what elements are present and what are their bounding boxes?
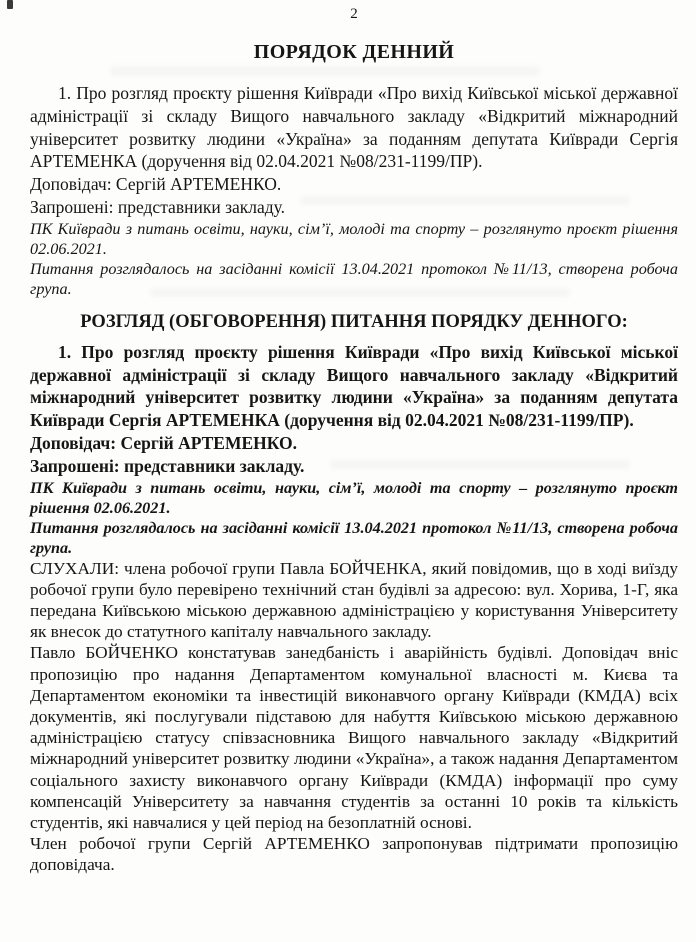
agenda-invited: Запрошені: представники закладу. <box>30 196 286 217</box>
statement-paragraph: Павло БОЙЧЕНКО констатував занедбаність і аварійність будівлі. Доповідач вніс пропозицію про надання Департаментом комунальної власності м. Києва та Департаментом економіки та інвестицій виконавчого органу Київради (КМДА) всіх документів, які послугували підставою для набуття Київською міською державною адміністрацією статусу співзасновника Вищого навчального закладу «Відкритий міжнародний університет розвитку людини «Україна», а також надання Департаментом соціального захисту виконавчого органу Київради (КМДА) інформації про суму компенсацій Університету за навчання студентів за останні 10 років та кількість студентів, які навчалися у цей період на безоплатній основі. <box>30 643 678 832</box>
page-number: 2 <box>350 6 358 22</box>
agenda-committee-note: ПК Київради з питань освіти, науки, сім’ї, молоді та спорту – розглянуто проєкт рішення 02.06.2021. <box>30 219 678 258</box>
proposal-paragraph: Член робочої групи Сергій АРТЕМЕНКО запропонував підтримати пропозицію доповідача. <box>30 834 678 875</box>
discussion-invited: Запрошені: представники закладу. <box>30 455 305 476</box>
document-title: ПОРЯДОК ДЕННИЙ <box>253 41 455 63</box>
heard-paragraph: СЛУХАЛИ: члена робочої групи Павла БОЙЧЕНКА, який повідомив, що в ході виїзду робочої групи було перевірено технічний стан будівлі за адресою: вул. Хорива, 1-Г, яка передана Київською міською державною адміністрацією у користування Університету як внесок до статутного капіталу навчального закладу. <box>30 558 678 642</box>
discussion-commission-note: Питання розглядалось на засіданні комісії 13.04.2021 протокол №11/13, створена робоча група. <box>30 518 678 557</box>
agenda-speaker: Доповідач: Сергій АРТЕМЕНКО. <box>30 174 282 195</box>
discussion-item-1: 1. Про розгляд проєкту рішення Київради «Про вихід Київської міської державної адміністрації зі складу Вищого навчального закладу «Відкритий міжнародний університет розвитку людини «Україна» за поданням депутата Київради Сергія АРТЕМЕНКА (доручення від 02.04.2021 №08/231-1199/ПР). <box>30 341 678 431</box>
discussion-speaker: Доповідач: Сергій АРТЕМЕНКО. <box>30 432 298 453</box>
discussion-committee-note: ПК Київради з питань освіти, науки, сім’ї, молоді та спорту – розглянуто проєкт рішення 02.06.2021. <box>30 478 678 517</box>
agenda-item-1: 1. Про розгляд проєкту рішення Київради «Про вихід Київської міської державної адміністрації зі складу Вищого навчального закладу «Відкритий міжнародний університет розвитку людини «Україна» за поданням депутата Київради Сергія АРТЕМЕНКА (доручення від 02.04.2021 №08/231-1199/ПР). <box>30 83 678 172</box>
agenda-commission-note: Питання розглядалось на засіданні комісії 13.04.2021 протокол №11/13, створена робоча група. <box>30 259 678 298</box>
section-heading: РОЗГЛЯД (ОБГОВОРЕННЯ) ПИТАННЯ ПОРЯДКУ ДЕННОГО: <box>80 311 628 332</box>
